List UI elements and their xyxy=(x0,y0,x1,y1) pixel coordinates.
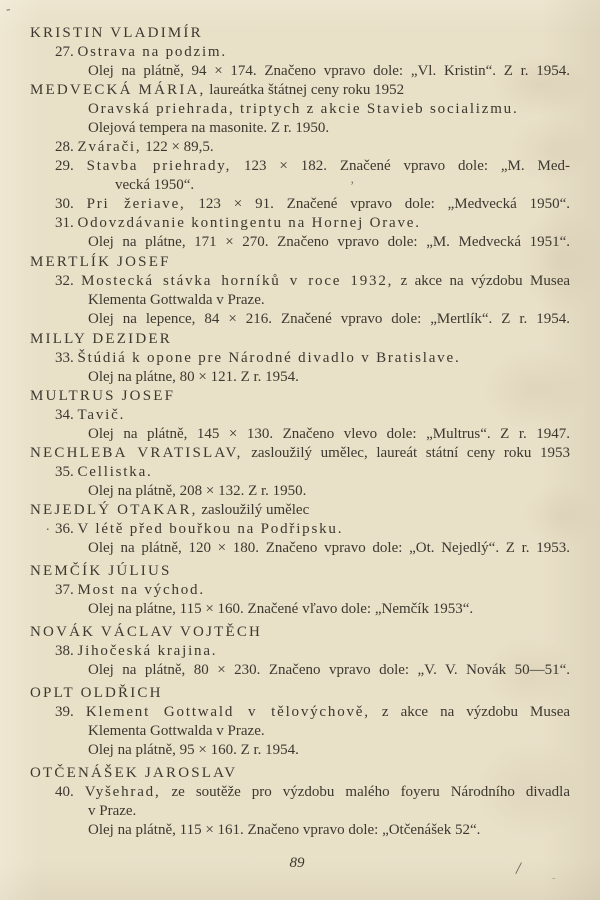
entry-title-line xyxy=(0,272,600,291)
plain-text: 123 × 182. Značené vpravo dole: „M. Med- xyxy=(231,158,570,174)
spaced-text: Pri žeriave, xyxy=(86,196,186,212)
entry-title-line xyxy=(0,463,600,482)
spaced-text: NOVÁK VÁCLAV VOJTĚCH xyxy=(30,624,263,640)
entry-title-line xyxy=(0,214,600,233)
entry-title-line xyxy=(0,783,600,802)
plain-text: 40. xyxy=(55,784,85,800)
plain-text: Olej na lepence, 84 × 216. Značené vpravo dole: „Mertlík“. Z r. 1954. xyxy=(88,311,570,327)
plain-text: 37. xyxy=(55,582,78,598)
plain-text: Olej na plátne, 80 × 121. Z r. 1954. xyxy=(88,369,299,385)
artist-header xyxy=(0,330,600,349)
spaced-text: MULTRUS JOSEF xyxy=(30,388,176,404)
plain-text: ze soutěže pro výzdobu malého foyeru Národního divadla xyxy=(160,784,570,800)
catalog-text xyxy=(0,24,600,840)
entry-detail-line xyxy=(0,368,600,387)
spaced-text: Oravská priehrada, triptych z akcie Stavieb socializmu. xyxy=(88,101,519,117)
entry-detail-line xyxy=(0,600,600,619)
entry-detail-line xyxy=(0,62,600,81)
spaced-text: NECHLEBA VRATISLAV, xyxy=(30,445,243,461)
plain-text: 123 × 91. Značené vpravo dole: „Medvecká 1950“. xyxy=(185,196,571,212)
plain-text: Klementa Gottwalda v Praze. xyxy=(88,723,265,739)
artist-header xyxy=(0,444,600,463)
entry-detail-line xyxy=(0,100,600,119)
spaced-text: MERTLÍK JOSEF xyxy=(30,254,171,270)
plain-text: Olej na plátně, 94 × 174. Značeno vpravo dole: „Vl. Kristin“. Z r. 1954. xyxy=(88,63,570,79)
entry-title-line xyxy=(0,703,600,722)
scan-artifact: ’ xyxy=(350,178,355,193)
plain-text: Olej na plátně, 145 × 130. Značeno vlevo dole: „Multrus“. Z r. 1947. xyxy=(88,426,570,442)
plain-text: laureátka štátnej ceny roku 1952 xyxy=(205,82,405,98)
plain-text: 27. xyxy=(55,44,78,60)
artist-header xyxy=(0,764,600,783)
entry-title-line xyxy=(0,157,600,176)
entry-detail-line xyxy=(0,233,600,252)
plain-text: 32. xyxy=(55,273,82,289)
artist-header xyxy=(0,623,600,642)
entry-title-line xyxy=(0,642,600,661)
spaced-text: Mostecká stávka horníků v roce 1932, xyxy=(81,273,394,289)
entry-detail-line xyxy=(0,482,600,501)
plain-text: 122 × 89,5. xyxy=(141,139,214,155)
scan-artifact: / xyxy=(514,857,523,879)
spaced-text: KRISTIN VLADIMÍR xyxy=(30,25,203,41)
spaced-text: OPLT OLDŘICH xyxy=(30,685,163,701)
plain-text: Olej na plátně, 95 × 160. Z r. 1954. xyxy=(88,742,299,758)
entry-title-line xyxy=(0,581,600,600)
artist-header xyxy=(0,562,600,581)
spaced-text: Tavič. xyxy=(77,407,126,423)
entry-title-line xyxy=(0,349,600,368)
entry-detail-line xyxy=(0,119,600,138)
plain-text: 38. xyxy=(55,643,78,659)
plain-text: 33. xyxy=(55,350,78,366)
spaced-text: MILLY DEZIDER xyxy=(30,331,172,347)
plain-text: 29. xyxy=(55,158,87,174)
plain-text: 30. xyxy=(55,196,87,212)
plain-text: z akce na výzdobu Musea xyxy=(369,704,571,720)
entry-title-line xyxy=(0,195,600,214)
spaced-text: Štúdiá k opone pre Národné divadlo v Bratislave. xyxy=(77,350,461,366)
plain-text: Olej na plátne, 115 × 160. Značené vľavo dole: „Nemčík 1953“. xyxy=(88,601,474,617)
page-number: 89 xyxy=(289,855,305,871)
entry-detail-line xyxy=(0,425,600,444)
plain-text: 28. xyxy=(55,139,78,155)
spaced-text: Ostrava na podzim. xyxy=(77,44,227,60)
plain-text: 39. xyxy=(55,704,86,720)
plain-text: Olej na plátně, 80 × 230. Značeno vpravo dole: „V. V. Novák 50—51“. xyxy=(88,662,570,678)
plain-text: Olej na plátně, 208 × 132. Z r. 1950. xyxy=(88,483,307,499)
plain-text: zasloužilý umělec, laureát státní ceny roku 1953 xyxy=(242,445,571,461)
spaced-text: V létě před bouřkou na Podřipsku. xyxy=(77,521,344,537)
artist-header xyxy=(0,387,600,406)
entry-detail-line xyxy=(0,661,600,680)
plain-text: Klementa Gottwalda v Praze. xyxy=(88,292,265,308)
entry-title-line xyxy=(0,43,600,62)
spaced-text: Jihočeská krajina. xyxy=(77,643,218,659)
entry-detail-line xyxy=(0,741,600,760)
entry-continuation-line xyxy=(0,291,600,310)
entry-continuation-line xyxy=(0,802,600,821)
entry-detail-line xyxy=(0,539,600,558)
artist-header xyxy=(0,684,600,703)
spaced-text: NEJEDLÝ OTAKAR, xyxy=(30,502,198,518)
artist-header xyxy=(0,253,600,272)
plain-text: vecká 1950“. xyxy=(115,177,195,193)
plain-text: 36. xyxy=(55,521,78,537)
plain-text: 31. xyxy=(55,215,78,231)
entry-detail-line xyxy=(0,821,600,840)
artist-header xyxy=(0,501,600,520)
entry-title-line xyxy=(0,520,600,539)
spaced-text: Vyšehrad, xyxy=(84,784,161,800)
artist-header xyxy=(0,24,600,43)
spaced-text: Stavba priehrady, xyxy=(86,158,232,174)
entry-title-line xyxy=(0,406,600,425)
entry-detail-line xyxy=(0,310,600,329)
plain-text: v Praze. xyxy=(88,803,137,819)
spaced-text: MEDVECKÁ MÁRIA, xyxy=(30,82,206,98)
plain-text: z akce na výzdobu Musea xyxy=(393,273,571,289)
plain-text: Olej na plátne, 171 × 270. Značeno vpravo dole: „M. Medvecká 1951“. xyxy=(88,234,570,250)
spaced-text: Zvárači, xyxy=(77,139,142,155)
plain-text: Olej na plátně, 120 × 180. Značeno vpravo dole: „Ot. Nejedlý“. Z r. 1953. xyxy=(88,540,570,556)
scan-artifact: - xyxy=(4,0,12,17)
plain-text: Olej na plátně, 115 × 161. Značeno vpravo dole: „Otčenášek 52“. xyxy=(88,822,481,838)
entry-title-line xyxy=(0,138,600,157)
spaced-text: Cellistka. xyxy=(77,464,153,480)
entry-continuation-line xyxy=(0,722,600,741)
scan-artifact: - xyxy=(552,872,556,884)
spaced-text: NEMČÍK JÚLIUS xyxy=(30,563,172,579)
plain-text: 35. xyxy=(55,464,78,480)
plain-text: Olejová tempera na masonite. Z r. 1950. xyxy=(88,120,330,136)
spaced-text: OTČENÁŠEK JAROSLAV xyxy=(30,765,238,781)
plain-text: 34. xyxy=(55,407,78,423)
scan-artifact: . xyxy=(46,519,50,534)
entry-continuation-line xyxy=(0,176,600,195)
spaced-text: Most na východ. xyxy=(77,582,205,598)
artist-header xyxy=(0,81,600,100)
spaced-text: Odovzdávanie kontingentu na Hornej Orave. xyxy=(77,215,421,231)
plain-text: zasloužilý umělec xyxy=(197,502,310,518)
spaced-text: Klement Gottwald v tělovýchově, xyxy=(85,704,370,720)
